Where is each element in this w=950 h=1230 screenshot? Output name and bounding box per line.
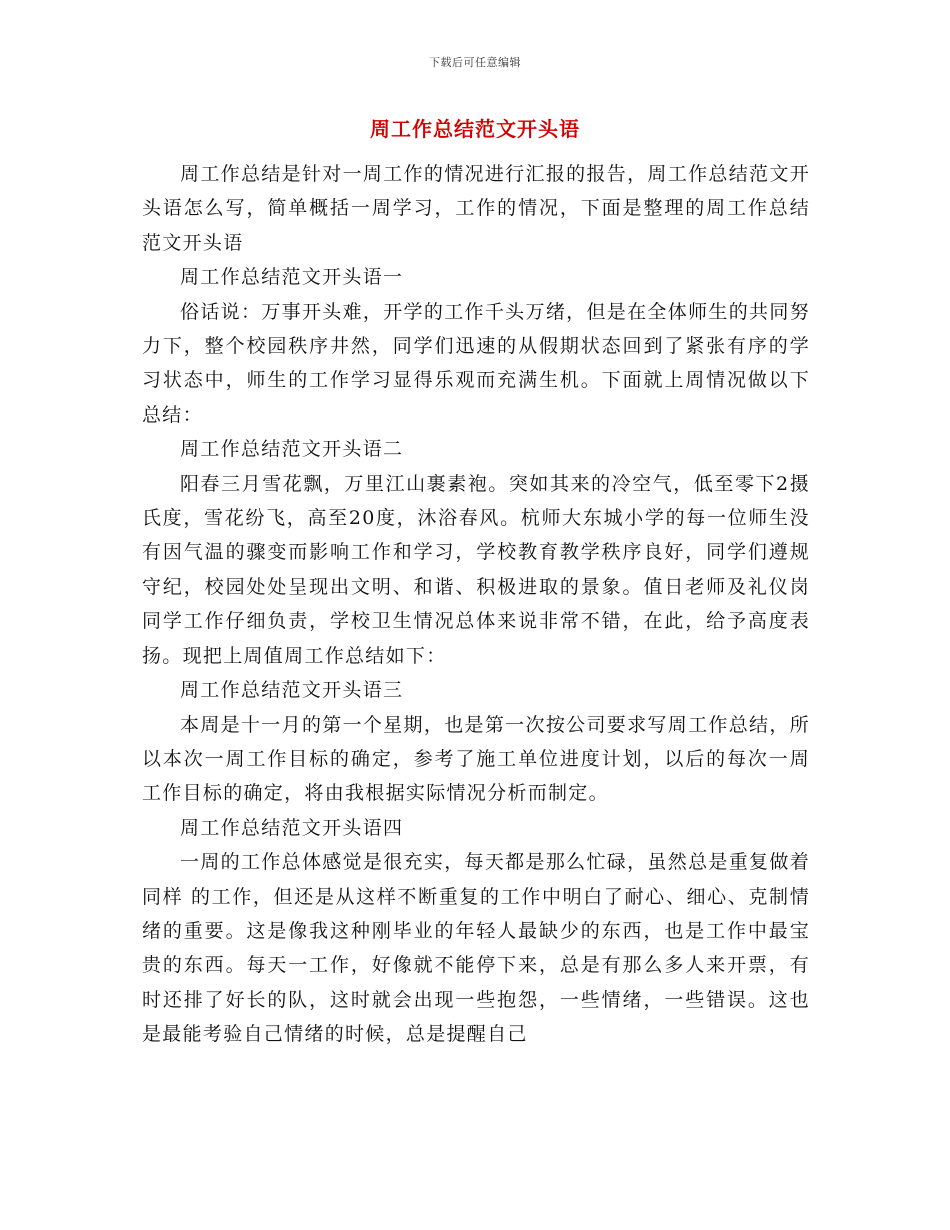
section-paragraph-2: 阳春三月雪花飘，万里江山裹素袍。突如其来的冷空气，低至零下2摄氏度，雪花纷飞，高至20度，沐浴春风。杭师大东城小学的每一位师生没有因气温的骤变而影响工作和学习，学校教育教学秩序良好，同学们遵规守纪，校园处处呈现出文明、和谐、积极进取的景象。值日老师及礼仪岗同学工作仔细负责，学校卫生情况总体来说非常不错，在此，给予高度表扬。现把上周值周工作总结如下： bbox=[142, 472, 810, 667]
intro-paragraph: 周工作总结是针对一周工作的情况进行汇报的报告，周工作总结范文开头语怎么写，简单概括一周学习，工作的情况，下面是整理的周工作总结范文开头语 bbox=[142, 163, 810, 254]
section-paragraph-3: 本周是十一月的第一个星期，也是第一次按公司要求写周工作总结，所以本次一周工作目标的确定，参考了施工单位进度计划，以后的每次一周工作目标的确定，将由我根据实际情况分析而制定。 bbox=[142, 713, 810, 805]
document-title: 周工作总结范文开头语 bbox=[370, 117, 580, 141]
section-paragraph-1: 俗话说：万事开头难，开学的工作千头万绪，但是在全体师生的共同努力下，整个校园秩序井然，同学们迅速的从假期状态回到了紧张有序的学习状态中，师生的工作学习显得乐观而充满生机。下面就上周情况做以下总结： bbox=[142, 300, 810, 426]
section-heading-3: 周工作总结范文开头语三 bbox=[180, 679, 404, 702]
section-heading-4: 周工作总结范文开头语四 bbox=[180, 816, 404, 839]
section-heading-1: 周工作总结范文开头语一 bbox=[180, 266, 404, 289]
section-heading-2: 周工作总结范文开头语二 bbox=[180, 438, 404, 461]
header-note: 下载后可任意编辑 bbox=[429, 56, 521, 69]
section-paragraph-4: 一周的工作总体感觉是很充实，每天都是那么忙碌，虽然总是重复做着同样 的工作，但还是从这样不断重复的工作中明白了耐心、细心、克制情绪的重要。这是像我这种刚毕业的年轻人最缺少的东西，也是工作中最宝贵的东西。每天一工作，好像就不能停下来，总是有那么多人来开票，有时还排了好长的队，这时就会出现一些抱怨，一些情绪，一些错误。这也是最能考验自己情绪的时候，总是提醒自己 bbox=[142, 851, 810, 1046]
document-body bbox=[142, 157, 810, 1052]
